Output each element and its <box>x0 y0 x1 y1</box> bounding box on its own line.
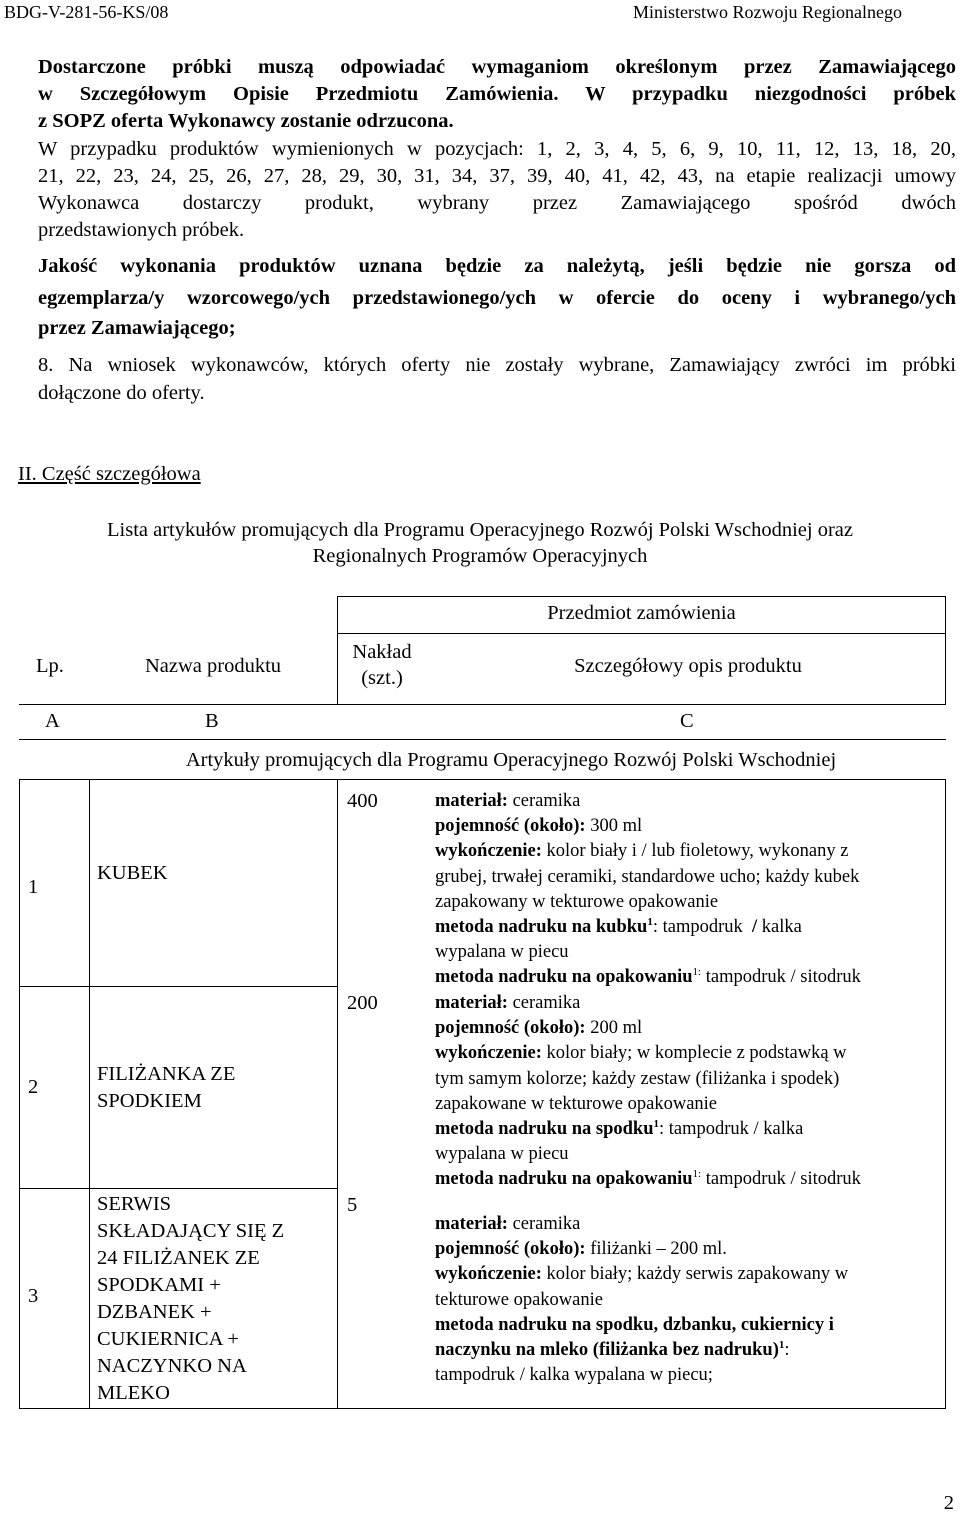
col-header-desc: Szczegółowy opis produktu <box>574 655 802 677</box>
para1-line-3: Wykonawca dostarczy produkt, wybrany przez Zamawiającego spośród dwóch <box>38 192 956 214</box>
para2-line-1: Jakość wykonania produktów uznana będzie za należytą, jeśli będzie nie gorsza od <box>38 255 956 277</box>
row3-qty: 5 <box>347 1194 358 1216</box>
row2-name-line-1: FILIŻANKA ZE <box>97 1063 236 1085</box>
para1-line-4: przedstawionych próbek. <box>38 219 245 241</box>
col-header-lp: Lp. <box>36 655 64 677</box>
row3-desc: materiał: ceramika pojemność (około): filiżanki – 200 ml. wykończenie: kolor biały; każdy serwis zapakowany w tekturowe opakowanie metoda nadruku na spodku, dzbanku, cukiernicy i naczynku na mleko (filiżanka bez nadruku)$^1$: tampodruk / kalka wypalana w piecu; <box>435 1214 849 1386</box>
row1-lp: 1 <box>28 876 39 898</box>
row1-qty: 400 <box>347 790 378 812</box>
row1-name: KUBEK <box>97 862 168 884</box>
intro-bold-line-2: w Szczegółowym Opisie Przedmiotu Zamówienia. W przypadku niezgodności próbek <box>38 83 956 105</box>
col-header-qty-2: (szt.) <box>361 667 403 689</box>
list-title-line-2: Regionalnych Programów Operacyjnych <box>312 545 648 567</box>
list-title-line-1: Lista artykułów promujących dla Programu Operacyjnego Rozwój Polski Wschodniej oraz <box>107 519 853 541</box>
header-document-id: BDG-V-281-56-KS/08 <box>4 2 169 22</box>
row2-desc: materiał: ceramika pojemność (około): 200 ml wykończenie: kolor biały; w komplecie z podstawką w tym samym kolorze; każdy zestaw (filiżanka i spodek) zapakowane w tekturowe opakowanie metoda nadruku na spodku$^1$: tampodruk / kalka wypalana w piecu metoda nadruku na opakowaniu$^{1:}$ tampodruk / sitodruk <box>435 993 861 1190</box>
intro-bold-line-1: Dostarczone próbki muszą odpowiadać wymaganiom określonym przez Zamawiającego <box>38 56 956 78</box>
item8-line-2: dołączone do oferty. <box>38 382 205 404</box>
letter-a: A <box>45 710 60 732</box>
header-group-przedmiot: Przedmiot zamówienia <box>547 602 736 624</box>
section-heading: II. Część szczegółowa <box>18 463 201 485</box>
para1-line-1: W przypadku produktów wymienionych w pozycjach: 1, 2, 3, 4, 5, 6, 9, 10, 11, 12, 13, 18, 20, <box>38 138 956 160</box>
letter-b: B <box>205 710 219 732</box>
page-number: 2 <box>943 1492 954 1514</box>
header-ministry: Ministerstwo Rozwoju Regionalnego <box>633 2 902 22</box>
col-header-name: Nazwa produktu <box>144 655 282 677</box>
intro-bold-line-3: z SOPZ oferta Wykonawcy zostanie odrzucona. <box>38 110 454 132</box>
group-title: Artykuły promujących dla Programu Operacyjnego Rozwój Polski Wschodniej <box>185 749 837 771</box>
row3-name: SERWIS SKŁADAJĄCY SIĘ Z 24 FILIŻANEK ZE SPODKAMI + DZBANEK + CUKIERNICA + NACZYNKO NA MLEKO <box>97 1193 285 1404</box>
row2-lp: 2 <box>28 1076 39 1098</box>
para2-line-3: przez Zamawiającego; <box>38 317 236 339</box>
item8-line-1: 8. Na wniosek wykonawców, których oferty nie zostały wybrane, Zamawiający zwróci im próbki <box>38 354 956 376</box>
row2-qty: 200 <box>347 992 378 1014</box>
para1-line-2: 21, 22, 23, 24, 25, 26, 27, 28, 29, 30, 31, 34, 37, 39, 40, 41, 42, 43, na etapie realizacji umowy <box>38 165 956 187</box>
row2-name-line-2: SPODKIEM <box>97 1090 202 1112</box>
row1-desc: materiał: ceramika pojemność (około): 300 ml wykończenie: kolor biały i / lub fioletowy, wykonany z grubej, trwałej ceramiki, standardowe ucho; każdy kubek zapakowany w tekturowe opakowanie metoda nadruku na kubku$^1$: tampodruk / kalka wypalana w piecu metoda nadruku na opakowaniu$^{1:}$ tampodruk / sitodruk <box>435 791 861 988</box>
para2-line-2: egzemplarza/y wzorcowego/ych przedstawionego/ych w ofercie do oceny i wybranego/ych <box>38 287 956 309</box>
row3-lp: 3 <box>28 1285 39 1307</box>
col-header-qty-1: Nakład <box>352 641 412 663</box>
letter-c: C <box>680 710 694 732</box>
